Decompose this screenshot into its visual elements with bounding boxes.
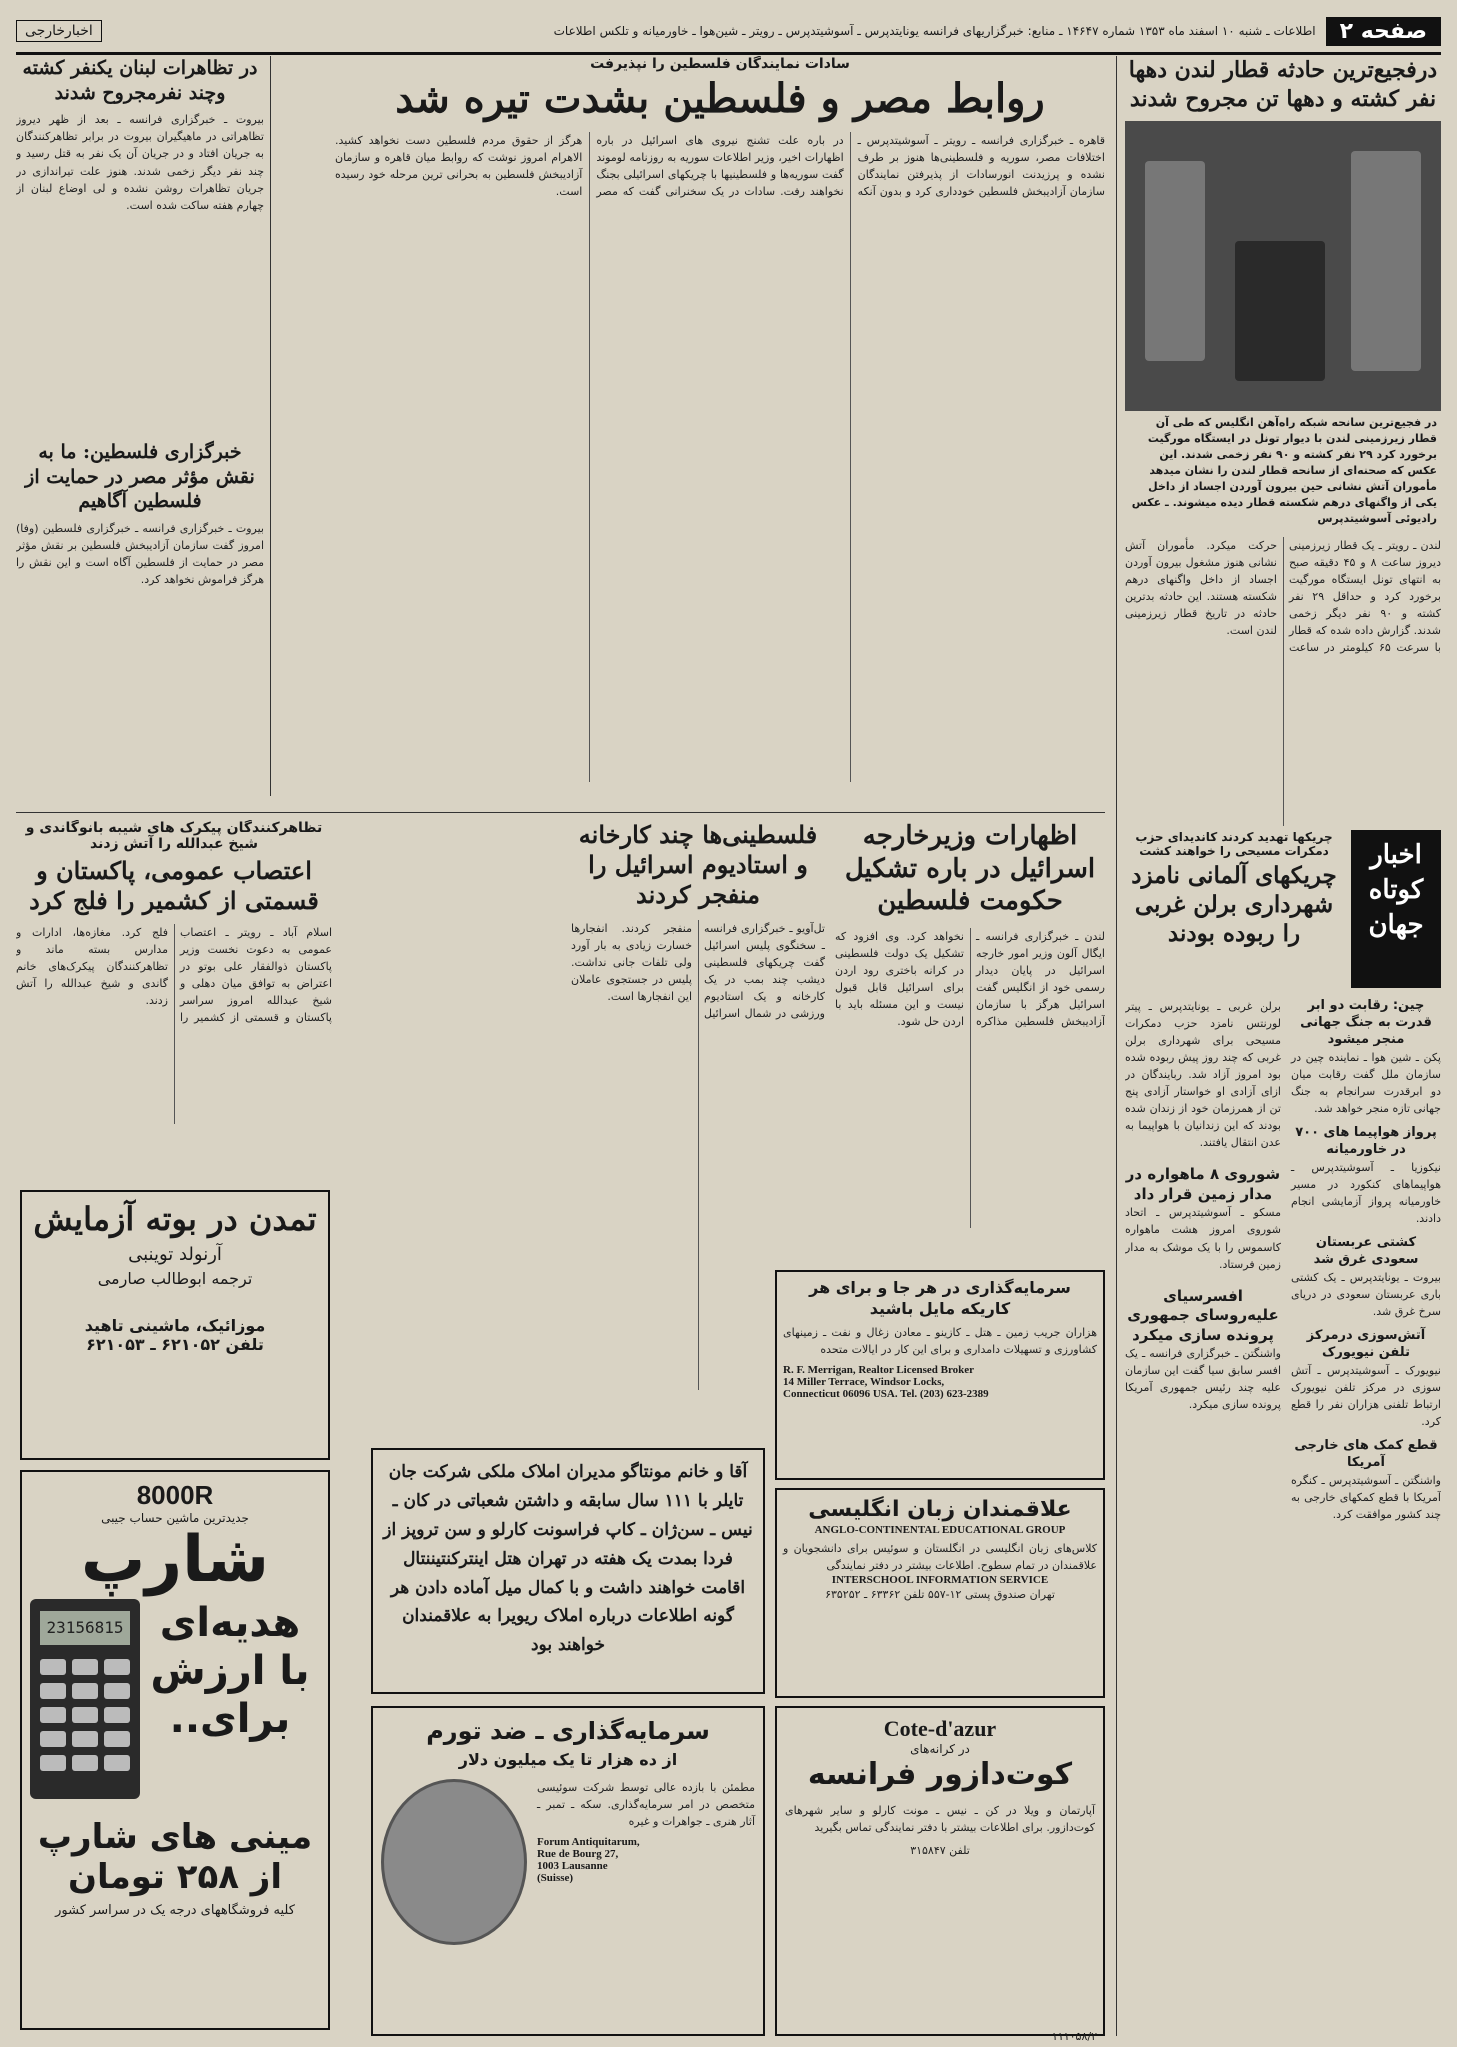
realtor-ad [775,1270,1105,1480]
sharp-price: مینی های شارپ از ۲۵۸ تومان [37,1817,313,1898]
sharp-brand: شارپ [80,1523,270,1597]
english-address: تهران صندوق پستی ۱۲-۵۵۷ تلفن ۶۳۳۶۲ ـ ۶۳۵۲۵۲ [825,1587,1055,1601]
calc-key [104,1707,130,1723]
soviet-headline: شوروی ۸ ماهواره در مدار زمین قرار داد [1125,1165,1281,1203]
calc-key [72,1683,98,1699]
antique-ad [371,1706,765,2036]
wafa-headline: خبرگزاری فلسطین: ما به نقش مؤثر مصر در حمایت از فلسطین آگاهیم [25,441,255,513]
pakistan-kicker: تظاهرکنندگان پیکرک های شیبه بانوگاندی و شیخ عبدالله را آتش زدند [25,820,323,852]
antique-en-name: Forum Antiquitarum, [537,1836,640,1849]
lead-body: قاهره ـ خبرگزاری فرانسه ـ رویتر ـ آسوشیتدپرس ـ اختلافات مصر، سوریه و فلسطینی‌ها هنوز بر طرف نشده و پرزیدنت انورسادات از پذیرفتن نمایندگان سازمان آزادیبخش فلسطین خودداری کرد و بدون آنکه در باره علت تشنج نیروی های اسرائیل در باره اظهارات اخیر، وزیر اطلاعات سوریه به روزنامه لوموند گفت سوریه‌ها و فلسطینیها با چریکهای اسرائیلی بجنگ نخواهند رفت. سادات در یک سخنرانی گفت که مصر هرگز از حقوق مردم فلسطین دست نخواهد کشید. الاهرام امروز نوشت که روابط میان قاهره و سازمان آزادیبخش فلسطین به بحرانی ترین مرحله خود رسیده است. [335,134,1105,199]
berlin-headline: چریکهای آلمانی نامزد شهرداری برلن غربی را ربوده بودند [1131,862,1337,947]
short-news-text: پکن ـ شین هوا ـ نماینده چین در سازمان ملل گفت رقابت میان دو ابرقدرت سرانجام به جنگ جهانی تازه منجر خواهد شد. [1291,1050,1441,1115]
book-publisher: موزائیک، ماشینی تاهید [84,1316,266,1335]
cote-title: کوت‌دازور فرانسه [807,1757,1073,1792]
us-spy-body: واشنگتن ـ خبرگزاری فرانسه ـ یک افسر سابق سیا گفت این سازمان علیه چند رئیس جمهوری آمریکا پرونده سازی میکرد. [1125,1347,1281,1412]
realtor-en-addr: 14 Miller Terrace, Windsor Locks, [783,1375,945,1388]
calc-key [40,1659,66,1675]
short-news-head: پرواز هواپیما های ۷۰۰ در خاورمیانه [1295,1124,1437,1157]
israel-fm-headline: اظهارات وزیرخارجه اسرائیل در باره تشکیل حکومت فلسطین [844,821,1096,916]
english-title: علاقمندان زبان انگلیسی [808,1497,1072,1522]
photo-wagon-left [1145,161,1205,361]
book-author: آرنولد توینبی [128,1244,222,1265]
calc-key [40,1731,66,1747]
realtor-body: هزاران جریب زمین ـ هتل ـ کازینو ـ معادن زغال و نفت ـ زمینهای کشاورزی و تسهیلات دامداری و برای این کار در ایالات متحده [783,1325,1097,1356]
short-news-item [1291,1328,1441,1430]
short-news-text: بیروت ـ یونایتدپرس ـ یک کشتی باری عربستان سعودی در دریای سرخ غرق شد. [1291,1270,1441,1318]
cote-phone: تلفن ۳۱۵۸۴۷ [910,1843,970,1857]
us-spy-headline: افسرسیای علیه‌روسای جمهوری پرونده سازی میکرد [1127,1286,1279,1344]
photo-wagon-right [1351,151,1421,371]
lead-kicker: سادات نمایندگان فلسطین را نپذیرفت [590,56,850,72]
realtor-title: سرمایه‌گذاری در هر جا و برای هر کاریکه مایل باشید [809,1278,1071,1318]
short-news-text: واشنگتن ـ آسوشیتدپرس ـ کنگره آمریکا با قطع کمکهای خارجی به چند کشور موافقت کرد. [1291,1473,1441,1521]
train-wreck-photo [1125,121,1441,411]
cote-dazur-ad [775,1706,1105,2036]
book-ad [20,1190,330,1460]
calculator-display: 23156815 [40,1611,130,1645]
short-news-head: قطع کمک های خارجی آمریکا [1294,1437,1438,1470]
soviet-body: مسکو ـ آسوشیتدپرس ـ اتحاد شوروی امروز هشت ماهواره کاسموس را با یک موشک به مدار زمین فرستاد. [1125,1206,1281,1271]
antique-sub: از ده هزار تا یک میلیون دلار [458,1750,678,1769]
riviera-broker-ad [371,1448,765,1694]
factory-headline: فلسطینی‌ها چند کارخانه و استادیوم اسرائیل را منفجر کردند [578,820,818,909]
sharp-ad [20,1470,330,2030]
source-line: اطلاعات ـ شنبه ۱۰ اسفند ماه ۱۳۵۳ شماره ۱۴۶۴۷ ـ منابع: خبرگزاریهای فرانسه یونایتدپرس ـ آسوشیتدپرس ـ رویتر ـ شین‌هوا ـ خاورمیانه و تلکس اطلاعات [553,24,1316,38]
factory-body: تل‌آویو ـ خبرگزاری فرانسه ـ سخنگوی پلیس اسرائیل گفت چریکهای فلسطینی دیشب چند بمب در یک کارخانه و یک استادیوم ورزشی در شمال اسرائیل منفجر کردند. انفجارها خسارت زیادی به بار آورد ولی تلفات جانی نداشت. پلیس در جستجوی عاملان این انفجارها است. [571,922,825,1021]
calc-key [40,1683,66,1699]
sharp-model: 8000R [136,1480,214,1510]
short-news-title: اخبار کوتاه جهان [1351,830,1441,988]
english-body: کلاس‌های زبان انگلیسی در انگلستان و سوئیس برای دانشجویان و علاقمندان در تمام سطوح. اطلاعات بیشتر در دفتر نمایندگی [783,1541,1097,1572]
sharp-slogan: هدیه‌ای با ارزش برای.. [150,1600,310,1743]
horizontal-rule-1 [16,812,1105,813]
column-rule-left [270,56,271,796]
sharp-model-caption: جدیدترین ماشین حساب جیبی [101,1511,249,1525]
footer-code: ۱۱۱۰۵۸/۲ [1051,2030,1097,2043]
lead-headline: روابط مصر و فلسطین بشدت تیره شد [395,75,1045,122]
calc-key [104,1755,130,1771]
english-school-ad [775,1488,1105,1698]
antique-body: مطمئن با بازده عالی توسط شرکت سوئیسی متخصص در امر سرمایه‌گذاری. سکه ـ تمبر ـ آثار هنری ـ جواهرات و غیره [537,1781,755,1829]
antique-en-country: (Suisse) [537,1872,574,1885]
wafa-story [16,440,264,790]
english-en-service: INTERSCHOOL INFORMATION SERVICE [831,1573,1049,1586]
london-story [1125,56,1441,826]
short-news-head: کشتی عربستان سعودی غرق شد [1313,1234,1419,1267]
realtor-en-name: R. F. Merrigan, Realtor Licensed Broker [783,1363,975,1376]
beirut-body: بیروت ـ خبرگزاری فرانسه ـ بعد از ظهر دیروز تظاهراتی در ماهیگیران بیروت در برابر تظاهرکنندگان به جریان افتاد و در جریان آن یک نفر به قتل رسید و چند نفر دیگر زخمی شدند. هنوز علت تیراندازی در جریان تظاهرات روشن نشده و لی اوضاع لبنان از چهارم هفته ساکت شده است. [16,113,264,212]
pakistan-body: اسلام آباد ـ رویتر ـ اعتصاب عمومی به دعوت نخست وزیر پاکستان ذوالفقار علی بوتو در اعتراض به توافق میان دهلی و شیخ عبدالله امروز سراسر پاکستان و قسمتی از کشمیر را فلج کرد. مغازه‌ها، ادارات و مدارس بسته ماند و تظاهرکنندگان پیکرک‌های خانم گاندی و شیخ عبدالله را آتش زدند. [16,926,332,1025]
antique-en-addr: Rue de Bourg 27, [537,1848,619,1861]
short-news-item [1291,998,1441,1117]
berlin-kicker: چریکها تهدید کردند کاندیدای حزب دمکرات مسیحی را خواهند کشت [1135,830,1333,858]
short-news-text: نیکوزیا ـ آسوشیتدپرس ـ هواپیماهای کنکورد در مسیر خاورمیانه پرواز آزمایشی انجام دادند. [1291,1160,1441,1225]
realtor-en-city: Connecticut 06096 USA. Tel. (203) 623-2389 [783,1387,989,1400]
short-news-item [1291,1235,1441,1320]
riviera-text: آقا و خانم مونتاگو مدیران املاک ملکی شرکت جان تایلر با ۱۱۱ سال سابقه و داشتن شعباتی در کان ـ نیس ـ سن‌ژان ـ کاپ فراسونت کارلو و سن تروپز از فردا بمدت یک هفته در تهران هتل اینترکنتیننتال اقامت خواهند داشت و با کمال میل آماده دادن هر گونه اطلاعات درباره املاک ریویرا به علاقمندان خواهند بود [383,1462,753,1656]
calc-key [72,1707,98,1723]
short-news-head: چین: رقابت دو ابر قدرت به جنگ جهانی منجر میشود [1300,998,1432,1047]
israel-fm-body: لندن ـ خبرگزاری فرانسه ـ ایگال آلون وزیر امور خارجه اسرائیل در پایان دیدار رسمی خود از انگلیس گفت اسرائیل هرگز با سازمان آزادیبخش فلسطین مذاکره نخواهد کرد. وی افزود که تشکیل یک دولت فلسطینی در کرانه باختری رود اردن برای اسرائیل قابل قبول نیست و این مسئله باید با اردن حل شود. [835,929,1105,1028]
photo-caption: در فجیع‌ترین سانحه شبکه راه‌آهن انگلیس که طی آن قطار زیرزمینی لندن با دیوار تونل در ایستگاه مورگیت برخورد کرد ۲۹ نفر کشته و ۹۰ نفر زخمی شدند. این عکس که صحنه‌ای از سانحه قطار لندن را نشان میدهد مأموران آتش نشانی حین بیرون آوردن اجساد از داخل یکی از واگنهای درهم شکسته قطار دیده میشوند. ـ عکس رادیوئی آسوشیتدپرس [1131,416,1437,525]
calc-key [104,1683,130,1699]
book-translator: ترجمه ابوطالب صارمی [97,1269,253,1288]
beirut-headline: در تظاهرات لبنان یکنفر کشته وچند نفرمجروح شدند [22,57,258,104]
coin-image [381,1779,527,1945]
calc-key [40,1755,66,1771]
calc-key [40,1707,66,1723]
calc-key [104,1659,130,1675]
israel-fm-story [835,820,1105,1260]
section-label: اخبارخارجی [16,20,102,42]
london-body: لندن ـ رویتر ـ یک قطار زیرزمینی دیروز ساعت ۸ و ۴۵ دقیقه صبح به انتهای تونل ایستگاه مورگیت برخورد کرد و حداقل ۲۹ نفر کشته و ۹۰ نفر دیگر زخمی شدند. گزارش داده شده که قطار با سرعت ۶۵ کیلومتر در ساعت حرکت میکرد. مأموران آتش نشانی هنوز مشغول بیرون آوردن اجساد از داخل واگنهای درهم شکسته هستند. این حادثه بدترین حادثه در تاریخ قطار زیرزمینی لندن است. [1125,538,1441,655]
calc-key [104,1731,130,1747]
calc-key [72,1755,98,1771]
short-news-item [1291,1125,1441,1227]
pakistan-headline: اعتصاب عمومی، پاکستان و قسمتی از کشمیر را فلج کرد [29,856,319,915]
masthead [16,14,1441,55]
column-rule-right [1116,56,1117,2036]
cote-en-title: Cote-d'azur [883,1716,997,1741]
pakistan-story [16,820,332,1180]
london-headline: درفجیع‌ترین حادثه قطار لندن دهها نفر کشته و دهها تن مجروح شدند [1128,57,1438,112]
antique-en-city: 1003 Lausanne [537,1860,608,1873]
short-news-text: نیویورک ـ آسوشیتدپرس ـ آتش سوزی در مرکز تلفن نیویورک ارتباط تلفنی هزاران نفر را قطع کرد. [1291,1363,1441,1428]
english-en-title: ANGLO-CONTINENTAL EDUCATIONAL GROUP [814,1523,1066,1536]
page-number: صفحه ۲ [1326,17,1441,46]
lead-story [335,56,1105,816]
short-news-list [1291,998,1441,1531]
wafa-body: بیروت ـ خبرگزاری فرانسه ـ خبرگزاری فلسطین (وفا) امروز گفت سازمان آزادیبخش فلسطین بر نقش مؤثر مصر در حمایت از فلسطین آگاه است و این نقش را هرگز فراموش نخواهد کرد. [16,522,264,587]
calc-key [72,1659,98,1675]
antique-title: سرمایه‌گذاری ـ ضد تورم [426,1717,710,1745]
beirut-story [16,56,264,436]
book-phone: تلفن ۶۲۱۰۵۲ ـ ۶۲۱۰۵۳ [86,1335,264,1354]
cote-sub: در کرانه‌های [910,1742,970,1756]
photo-debris [1235,241,1325,381]
berlin-body: برلن غربی ـ یونایتدپرس ـ پیتر لورنتس نامزد حزب دمکرات مسیحی برای شهرداری برلن غربی که چند روز پیش ربوده شده بود امروز آزاد شد. ربایندگان در ازای آزادی او خواستار آزادی پنج تن از همرزمان خود از زندان شده بودند که این زندانیان با هواپیما به عدن انتقال یافتند. [1125,1000,1281,1150]
book-title: تمدن در بوته آزمایش [33,1200,317,1238]
calculator-image [30,1599,140,1799]
sharp-dealers: کلیه فروشگاههای درجه یک در سراسر کشور [55,1903,295,1919]
short-news-head: آتش‌سوزی درمرکز تلفن نیویورک [1306,1327,1426,1360]
cote-body: آپارتمان و ویلا در کن ـ نیس ـ مونت کارلو و سایر شهرهای کوت‌دازور. برای اطلاعات بیشتر با دفتر نمایندگی تماس بگیرید [785,1803,1095,1834]
right-lower [1125,830,1441,2030]
calc-key [72,1731,98,1747]
short-news-item [1291,1438,1441,1523]
